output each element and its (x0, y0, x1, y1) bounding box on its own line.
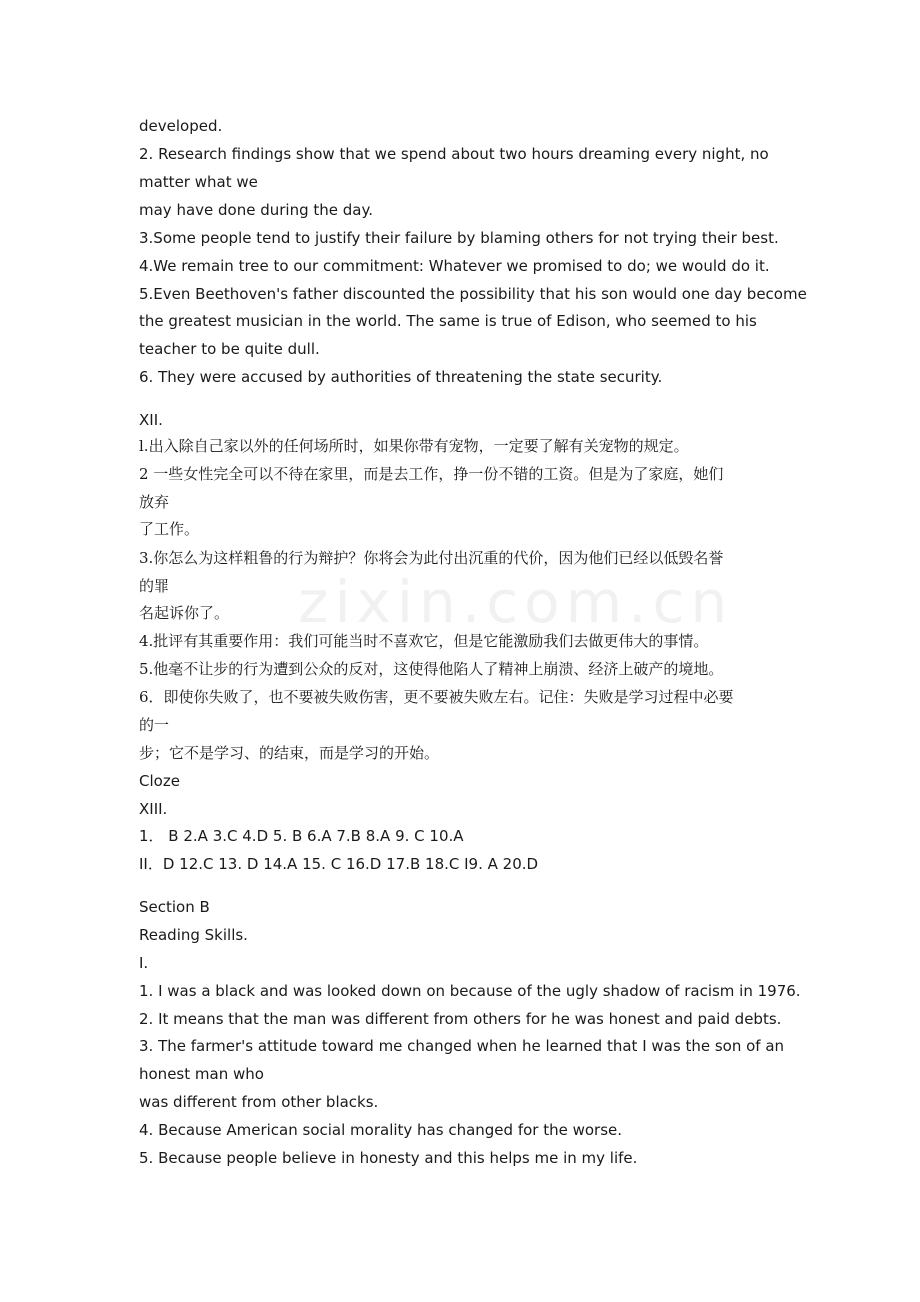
text-line: may have done during the day. (139, 201, 373, 219)
answer-line: 1． B 2.A 3.C 4.D 5. B 6.A 7.B 8.A 9. C 10.A (139, 827, 464, 845)
text-line: 名起诉你了。 (139, 604, 230, 622)
text-line: teacher to be quite dull. (139, 340, 320, 358)
text-line: 3.Some people tend to justify their failure by blaming others for not trying their best. (139, 229, 779, 247)
text-line: 5.Even Beethoven's father discounted the possibility that his son would one day become (139, 285, 807, 303)
answer-line: II．D 12.C 13. D 14.A 15. C 16.D 17.B 18.C I9. A 20.D (139, 855, 539, 873)
text-line: honest man who (139, 1065, 264, 1083)
text-line: the greatest musician in the world. The same is true of Edison, who seemed to his (139, 312, 757, 330)
text-line: 1. I was a black and was looked down on because of the ugly shadow of racism in 1976. (139, 982, 801, 1000)
text-line: developed. (139, 117, 223, 135)
text-line: 2. It means that the man was different from others for he was honest and paid debts. (139, 1010, 782, 1028)
section-heading: XIII. (139, 800, 168, 818)
section-heading: Section B (139, 898, 210, 916)
text-line: 步；它不是学习、的结束，而是学习的开始。 (139, 744, 440, 762)
watermark: zixin.com.cn (298, 568, 734, 636)
text-line: 5.他毫不让步的行为遭到公众的反对，这使得他陷人了精神上崩溃、经济上破产的境地。 (139, 660, 724, 678)
text-line: 4.We remain tree to our commitment: Whatever we promised to do; we would do it. (139, 257, 770, 275)
text-line: 3.你怎么为这样粗鲁的行为辩护？你将会为此付出沉重的代价，因为他们已经以低毁名誉 (139, 549, 724, 567)
section-heading: Reading Skills. (139, 926, 248, 944)
text-line: 的罪 (139, 577, 170, 595)
text-line: 4.批评有其重要作用：我们可能当时不喜欢它，但是它能激励我们去做更伟大的事情。 (139, 632, 709, 650)
text-line: 5. Because people believe in honesty and this helps me in my life. (139, 1149, 638, 1167)
text-line: was different from other blacks. (139, 1093, 379, 1111)
text-line: matter what we (139, 173, 258, 191)
text-line: 的一 (139, 716, 170, 734)
section-heading: I. (139, 954, 149, 972)
text-line: 6．即使你失败了，也不要被失败伤害，更不要被失败左右。记住：失败是学习过程中必要 (139, 688, 734, 706)
section-heading: Cloze (139, 772, 180, 790)
text-line: 6. They were accused by authorities of threatening the state security. (139, 368, 663, 386)
text-line: 2 一些女性完全可以不待在家里，而是去工作，挣一份不错的工资。但是为了家庭，她们 (139, 465, 724, 483)
text-line: 2. Research findings show that we spend about two hours dreaming every night, no (139, 145, 769, 163)
text-line: 4. Because American social morality has changed for the worse. (139, 1121, 623, 1139)
text-line: 3. The farmer's attitude toward me changed when he learned that I was the son of an (139, 1037, 785, 1055)
text-line: 放弃 (139, 493, 170, 511)
text-line: l.出入除自己家以外的任何场所时，如果你带有宠物，一定要了解有关宠物的规定。 (139, 437, 689, 455)
section-heading: XII. (139, 411, 163, 429)
text-line: 了工作。 (139, 520, 200, 538)
